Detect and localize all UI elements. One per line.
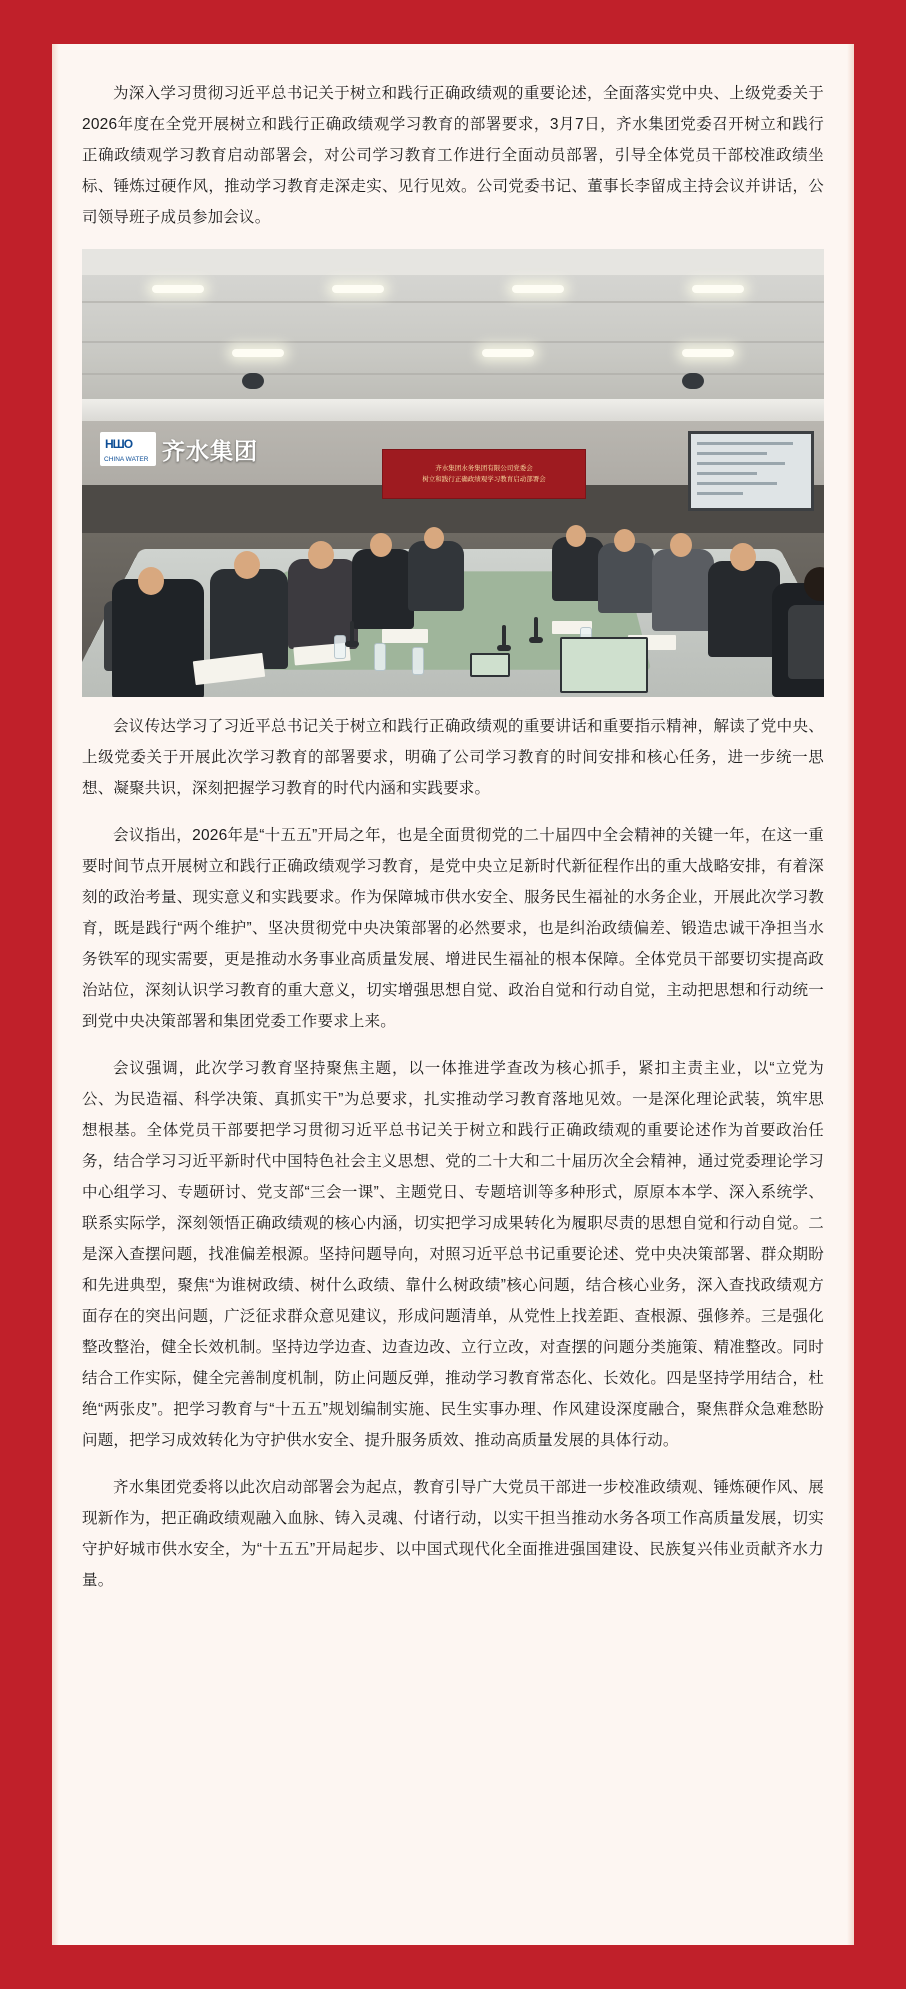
water-bottle [374,643,386,671]
attendee-head [730,543,756,571]
article-card [52,44,854,1945]
attendee [288,559,358,649]
meeting-banner [382,449,586,499]
laptop [470,653,510,677]
ceiling-light [152,285,204,293]
attendee [408,541,464,611]
chair [788,605,824,679]
logo-mark-icon [100,432,156,466]
article-paragraph: 会议强调，此次学习教育坚持聚焦主题，以一体推进学查改为核心抓手，紧扣主责主业，以“立党为公、为民造福、科学决策、真抓实干”为总要求，扎实推动学习教育落地见效。一是深化理论武装，筑牢思想根基。全体党员干部要把学习贯彻习近平总书记关于树立和践行正确政绩观的重要论述作为首要政治任务，结合学习习近平新时代中国特色社会主义思想、党的二十大和二十届历次全会精神，通过党委理论学习中心组学习、专题研讨、党支部“三会一课”、主题党日、专题培训等多种形式，原原本本学、深入系统学、联系实际学，深刻领悟正确政绩观的核心内涵，切实把学习成果转化为履职尽责的思想自觉和行动自觉。二是深入查摆问题，找准偏差根源。坚持问题导向，对照习近平总书记重要论述、党中央决策部署、群众期盼和先进典型，聚焦“为谁树政绩、树什么政绩、靠什么树政绩”核心问题，结合核心业务，深入查找政绩观方面存在的突出问题，广泛征求群众意见建议，形成问题清单，从党性上找差距、查根源、强修养。三是强化整改整治，健全长效机制。坚持边学边查、边查边改、立行立改，对查摆的问题分类施策、精准整改。同时结合工作实际，健全完善制度机制，防止问题反弹，推动学习教育常态化、长效化。四是坚持学用结合，杜绝“两张皮”。把学习教育与“十五五”规划编制实施、民生实事办理、作风建设深度融合，聚焦群众急难愁盼问题，把学习成效转化为守护供水安全、提升服务质效、推动高质量发展的具体行动。 [82,1060,824,1449]
banner-line-1: 齐水集团水务集团有限公司党委会 [435,465,533,472]
logo-mark-en: CHINA WATER [104,456,149,463]
company-logo [100,425,290,473]
article-paragraph: 为深入学习贯彻习近平总书记关于树立和践行正确政绩观的重要论述，全面落实党中央、上级党委关于2026年度在全党开展树立和践行正确政绩观学习教育的部署要求，3月7日，齐水集团党委召开树立和践行正确政绩观学习教育启动部署会，对公司学习教育工作进行全面动员部署，引导全体党员干部校准政绩坐标、锤炼过硬作风，推动学习教育走深走实、见行见效。公司党委书记、董事长李留成主持会议并讲话，公司领导班子成员参加会议。 [82,85,824,226]
ceiling-line [82,301,824,303]
ceiling-band [82,249,824,275]
attendee-head [614,529,635,552]
ceiling-light [692,285,744,293]
article-paragraph: 会议传达学习了习近平总书记关于树立和践行正确政绩观的重要讲话和重要指示精神，解读了党中央、上级党委关于开展此次学习教育的部署要求，明确了公司学习教育的时间安排和核心任务，进一步统一思想、凝聚共识，深刻把握学习教育的时代内涵和实践要求。 [82,718,824,797]
ceiling-light [512,285,564,293]
attendee-head [566,525,586,547]
article-paragraph: 齐水集团党委将以此次启动部署会为起点，教育引导广大党员干部进一步校准政绩观、锤炼硬作风、展现新作为，把正确政绩观融入血脉、铸入灵魂、付诸行动，以实干担当推动水务各项工作高质量发展，切实守护好城市供水安全，为“十五五”开局起步、以中国式现代化全面推进强国建设、民族复兴伟业贡献齐水力量。 [82,1479,824,1589]
water-bottle [334,635,346,659]
attendee-head [370,533,392,557]
microphone [534,617,538,639]
ceiling-line [82,373,824,375]
attendee [112,579,204,697]
attendee-head [424,527,444,549]
attendee-head [670,533,692,557]
logo-text: 齐水集团 [162,437,258,464]
camera-icon [682,373,704,389]
document-sheet [382,629,428,643]
attendee [708,561,780,657]
microphone [350,621,354,643]
ceiling-light [332,285,384,293]
attendee-head [234,551,260,579]
ceiling-light [482,349,534,357]
attendee-head [308,541,334,569]
attendee [652,549,714,631]
camera-icon [242,373,264,389]
attendee-head [138,567,164,595]
ceiling-light [232,349,284,357]
attendee [598,543,654,613]
laptop [560,637,648,693]
ceiling-light [682,349,734,357]
meeting-photo [82,249,824,697]
logo-mark-cn: HШO [105,437,133,451]
attendee [352,549,414,629]
microphone [502,625,506,647]
water-bottle [412,647,424,675]
banner-line-2: 树立和践行正确政绩观学习教育启动部署会 [422,476,546,483]
wall-display [688,431,814,511]
ceiling-line [82,341,824,343]
article-paragraph: 会议指出，2026年是“十五五”开局之年，也是全面贯彻党的二十届四中全会精神的关键一年，在这一重要时间节点开展树立和践行正确政绩观学习教育，是党中央立足新时代新征程作出的重大战略安排，有着深刻的政治考量、现实意义和实践要求。作为保障城市供水安全、服务民生福祉的水务企业，开展此次学习教育，既是践行“两个维护”、坚决贯彻党中央决策部署的必然要求，也是纠治政绩偏差、锻造忠诚干净担当水务铁军的现实需要，更是推动水务事业高质量发展、增进民生福祉的根本保障。全体党员干部要切实提高政治站位，深刻认识学习教育的重大意义，切实增强思想自觉、政治自觉和行动自觉，主动把思想和行动统一到党中央决策部署和集团党委工作要求上来。 [82,827,824,1030]
